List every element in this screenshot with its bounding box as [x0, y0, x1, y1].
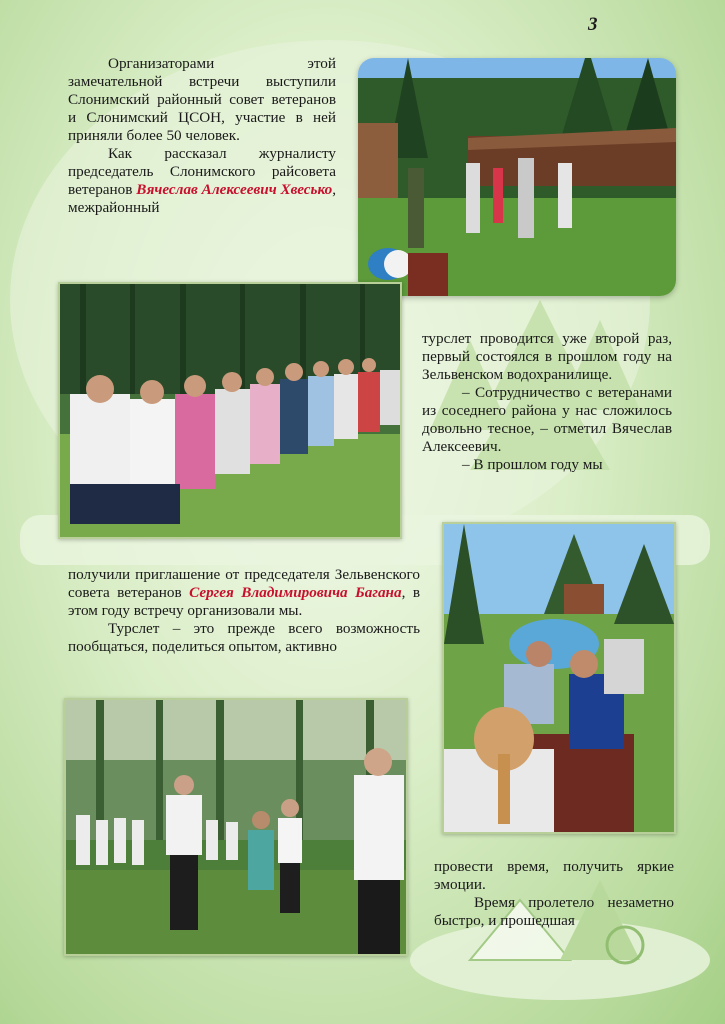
photo-lawn-games [358, 58, 676, 296]
paragraph-chairman: Как рассказал журналисту председатель Слонимского райсовета ветеранов Вячеслав Алексеевич Хвесько, межрайонный [68, 145, 336, 216]
paragraph-second-time: турслет проводится уже второй раз, первый состоялся в прошлом году на Зельвенском водохранилище. [422, 330, 672, 383]
paragraph-invitation: получили приглашение от председателя Зельвенского совета ветеранов Сергея Владимировича Багана, в этом году встречу организовали мы. [68, 566, 421, 619]
highlighted-name-bagan: Сергея Владимировича Багана [189, 584, 402, 601]
photo-dancing [64, 698, 408, 956]
photo-seated-audience [58, 282, 402, 539]
text-column-1 [68, 55, 336, 217]
text-column-4 [434, 858, 674, 930]
paragraph-turslet: Турслет – это прежде всего возможность пообщаться, поделиться опытом, активно [68, 620, 420, 655]
paragraph-time-flew: Время пролетело незаметно быстро, и прошедшая [434, 894, 674, 929]
text-column-3 [68, 566, 420, 656]
paragraph-emotions: провести время, получить яркие эмоции. [434, 858, 674, 893]
paragraph-organizers: Организаторами этой замечательной встречи выступили Слонимский районный совет ветеранов и Слонимский ЦСОН, участие в ней приняли более 50 человек. [68, 55, 336, 144]
photo-table-craft [442, 522, 676, 834]
page-number: 3 [588, 14, 598, 35]
highlighted-name-khvesko: Вячеслав Алексеевич Хвесько [136, 181, 333, 198]
paragraph-last-year: – В прошлом году мы [462, 456, 603, 473]
text-column-2 [422, 330, 672, 474]
paragraph-cooperation: – Сотрудничество с ветеранами из соседнего района у нас сложилось довольно тесное, – отметил Вячеслав Алексеевич. [422, 384, 672, 455]
